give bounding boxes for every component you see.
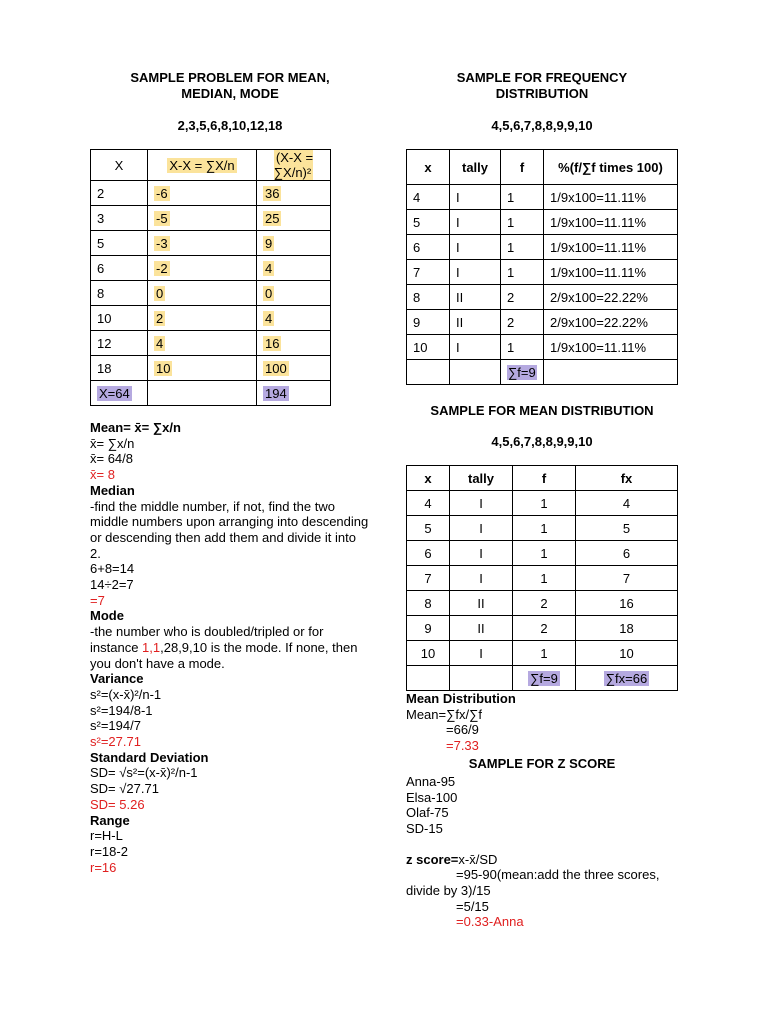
table-row (407, 491, 678, 516)
table-cell: I (450, 491, 513, 516)
table-row (91, 231, 331, 256)
sd-line: SD= √27.71 (90, 781, 159, 797)
table-cell: 1 (501, 210, 544, 235)
table-cell: 1 (501, 335, 544, 360)
z-line: SD-15 (406, 820, 443, 836)
table-row (91, 206, 331, 231)
table-cell: 10 (91, 306, 148, 331)
table-header-cell: tally (450, 150, 501, 185)
table-cell: 2 (501, 310, 544, 335)
table-cell: 9 (257, 231, 331, 256)
table-cell: 3 (91, 206, 148, 231)
z-result: =0.33-Anna (456, 914, 524, 930)
table-cell: II (450, 310, 501, 335)
table-row (407, 335, 678, 360)
range-line: r=H-L (90, 828, 123, 844)
mean-distribution-notes (406, 691, 678, 754)
variance-heading: Variance (90, 671, 144, 687)
table-cell: 4 (576, 491, 678, 516)
table-cell: 5 (407, 516, 450, 541)
table-cell: I (450, 541, 513, 566)
table-cell: 0 (257, 281, 331, 306)
z-score-notes (406, 774, 678, 930)
table-cell: 1 (501, 185, 544, 210)
table-cell: 10 (407, 641, 450, 666)
left-title-line2: MEDIAN, MODE (181, 86, 279, 101)
mean-distribution-sequence: 4,5,6,7,8,8,9,9,10 (491, 434, 593, 449)
frequency-table (406, 149, 678, 385)
table-header-cell: x (407, 466, 450, 491)
table-cell: ∑f=9 (513, 666, 576, 691)
table-cell: 10 (407, 335, 450, 360)
table-row (91, 281, 331, 306)
table-header-cell: f (501, 150, 544, 185)
table-cell: II (450, 591, 513, 616)
mean-line: x̄= 64/8 (90, 451, 134, 467)
table-row (407, 210, 678, 235)
table-cell: 2 (148, 306, 257, 331)
table-header-row (407, 150, 678, 185)
table-cell: 1 (501, 260, 544, 285)
table-cell: 7 (576, 566, 678, 591)
table-cell: 18 (91, 356, 148, 381)
table-header-cell: X-X = ∑X/n (148, 150, 257, 181)
table-cell: 6 (576, 541, 678, 566)
table-cell: 4 (148, 331, 257, 356)
table-cell: I (450, 335, 501, 360)
variance-line: s²=(x-x̄)²/n-1 (90, 686, 162, 702)
freq-title-line2: DISTRIBUTION (495, 86, 589, 101)
table-cell: -5 (148, 206, 257, 231)
table-cell: 6 (407, 235, 450, 260)
left-title-line1: SAMPLE PROBLEM FOR MEAN, (130, 70, 330, 85)
sd-line: SD= √s²=(x-x̄)²/n-1 (90, 765, 198, 781)
table-cell: 5 (407, 210, 450, 235)
table-cell (148, 381, 257, 406)
z-line: Olaf-75 (406, 805, 449, 821)
table-cell: 1 (513, 641, 576, 666)
table-cell: 1 (501, 235, 544, 260)
table-cell: 8 (407, 591, 450, 616)
table-cell (407, 360, 450, 385)
median-text: -find the middle number, if not, find the two middle numbers upon arranging into descending or descending then add them and divide it into 2. (90, 498, 369, 561)
table-cell: I (450, 185, 501, 210)
table-cell: 9 (407, 310, 450, 335)
sd-result: SD= 5.26 (90, 796, 145, 812)
table-cell: 8 (407, 285, 450, 310)
table-cell: 0 (148, 281, 257, 306)
table-cell: 1 (513, 541, 576, 566)
range-result: r=16 (90, 859, 117, 875)
variance-line: s²=194/8-1 (90, 702, 153, 718)
table-footer-row (91, 381, 331, 406)
table-footer-row (407, 666, 678, 691)
table-cell: 8 (91, 281, 148, 306)
table-cell: 5 (576, 516, 678, 541)
table-cell: 1/9x100=11.11% (544, 210, 678, 235)
mean-result: x̄= 8 (90, 467, 115, 483)
table-cell: I (450, 516, 513, 541)
table-cell: 2/9x100=22.22% (544, 285, 678, 310)
table-cell: 9 (407, 616, 450, 641)
table-cell: 6 (91, 256, 148, 281)
mean-line: x̄= ∑x/n (90, 435, 135, 451)
table-cell: X=64 (91, 381, 148, 406)
range-heading: Range (90, 812, 130, 828)
variance-line: s²=194/7 (90, 718, 141, 734)
mode-heading: Mode (90, 608, 124, 624)
table-row (91, 331, 331, 356)
freq-sequence: 4,5,6,7,8,8,9,9,10 (491, 118, 593, 133)
table-row (407, 285, 678, 310)
mean-median-table (90, 149, 331, 406)
table-cell (450, 360, 501, 385)
table-cell: 5 (91, 231, 148, 256)
table-cell: 25 (257, 206, 331, 231)
range-line: r=18-2 (90, 843, 128, 859)
table-header-cell: x (407, 150, 450, 185)
table-header-cell: fx (576, 466, 678, 491)
table-cell: 1/9x100=11.11% (544, 260, 678, 285)
table-cell (450, 666, 513, 691)
freq-title-line1: SAMPLE FOR FREQUENCY (456, 70, 628, 85)
table-cell: -3 (148, 231, 257, 256)
table-cell: I (450, 641, 513, 666)
table-cell: ∑f=9 (501, 360, 544, 385)
left-sequence: 2,3,5,6,8,10,12,18 (177, 118, 283, 133)
table-row (407, 235, 678, 260)
z-line: =5/15 (456, 898, 489, 914)
table-cell: 2 (513, 591, 576, 616)
table-cell: 36 (257, 181, 331, 206)
table-header-cell: tally (450, 466, 513, 491)
median-result: =7 (90, 592, 105, 608)
mode-text: -the number who is doubled/tripled or for instance 1,1,28,9,10 is the mode. If none, then you don't have a mode. (90, 624, 358, 671)
table-cell: 1/9x100=11.11% (544, 235, 678, 260)
mean-heading: Mean= x̄= ∑x/n (90, 420, 181, 435)
table-cell: 1 (513, 516, 576, 541)
md-line: =66/9 (446, 722, 479, 738)
sd-heading: Standard Deviation (90, 749, 209, 765)
table-cell: 16 (576, 591, 678, 616)
table-row (407, 185, 678, 210)
mean-distribution-heading: Mean Distribution (406, 691, 516, 706)
table-cell: 2 (501, 285, 544, 310)
table-row (91, 306, 331, 331)
table-row (407, 516, 678, 541)
table-row (91, 256, 331, 281)
table-cell: 4 (407, 491, 450, 516)
table-row (407, 310, 678, 335)
table-cell: 12 (91, 331, 148, 356)
table-cell: 100 (257, 356, 331, 381)
table-header-cell: %(f/∑f times 100) (544, 150, 678, 185)
table-header-cell: (X-X = ∑X/n)² (257, 150, 331, 181)
table-row (91, 181, 331, 206)
table-footer-row (407, 360, 678, 385)
table-cell: 2 (513, 616, 576, 641)
left-column (90, 70, 370, 875)
table-header-row (91, 150, 331, 181)
table-cell: 10 (576, 641, 678, 666)
z-formula-line: z score=x-x̄/SD (406, 851, 498, 867)
table-header-row (407, 466, 678, 491)
table-cell: I (450, 235, 501, 260)
median-line: 14÷2=7 (90, 577, 134, 593)
median-heading: Median (90, 482, 135, 498)
median-line: 6+8=14 (90, 561, 135, 577)
table-cell: ∑fx=66 (576, 666, 678, 691)
z-line: Anna-95 (406, 773, 456, 789)
table-cell: 2/9x100=22.22% (544, 310, 678, 335)
table-row (407, 541, 678, 566)
table-header-cell: f (513, 466, 576, 491)
table-cell: II (450, 616, 513, 641)
mean-distribution-title: SAMPLE FOR MEAN DISTRIBUTION (430, 403, 654, 418)
table-cell: 10 (148, 356, 257, 381)
table-cell: 6 (407, 541, 450, 566)
mean-distribution-table (406, 465, 678, 691)
z-line: =95-90(mean:add the three scores, divide by 3)/15 (406, 867, 660, 899)
table-cell: -2 (148, 256, 257, 281)
z-score-title: SAMPLE FOR Z SCORE (468, 755, 616, 771)
table-cell: -6 (148, 181, 257, 206)
table-row (407, 566, 678, 591)
table-cell: 1/9x100=11.11% (544, 185, 678, 210)
table-row (407, 591, 678, 616)
table-cell: 194 (257, 381, 331, 406)
table-row (407, 641, 678, 666)
variance-result: s²=27.71 (90, 734, 141, 750)
table-row (91, 356, 331, 381)
table-cell: 1 (513, 566, 576, 591)
table-row (407, 260, 678, 285)
table-cell: I (450, 566, 513, 591)
table-cell: I (450, 210, 501, 235)
table-cell: 4 (257, 306, 331, 331)
table-cell: 1 (513, 491, 576, 516)
table-cell: I (450, 260, 501, 285)
table-cell: 1/9x100=11.11% (544, 335, 678, 360)
table-cell: 4 (257, 256, 331, 281)
table-cell: 7 (407, 566, 450, 591)
right-column (406, 70, 678, 930)
table-header-cell: X (91, 150, 148, 181)
table-row (407, 616, 678, 641)
table-cell: 2 (91, 181, 148, 206)
table-cell: 16 (257, 331, 331, 356)
z-line: Elsa-100 (406, 789, 458, 805)
md-result: =7.33 (446, 738, 479, 754)
table-cell: 7 (407, 260, 450, 285)
table-cell (544, 360, 678, 385)
table-cell: 18 (576, 616, 678, 641)
table-cell (407, 666, 450, 691)
left-notes (90, 420, 370, 875)
md-line: Mean=∑fx/∑f (406, 706, 482, 722)
table-cell: 4 (407, 185, 450, 210)
table-cell: II (450, 285, 501, 310)
